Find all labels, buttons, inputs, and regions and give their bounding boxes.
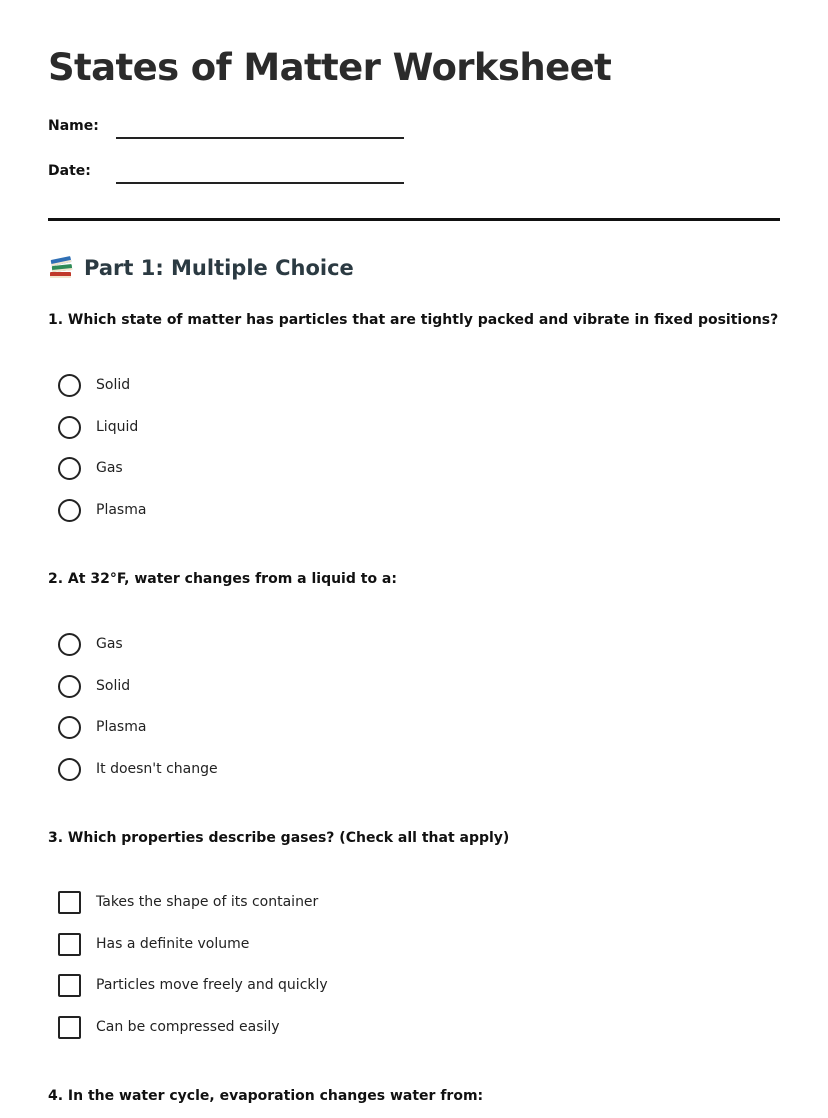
option-label: Takes the shape of its container [96, 894, 319, 910]
option-label: Can be compressed easily [96, 1019, 280, 1035]
option-label: Plasma [96, 719, 147, 735]
option-label: Solid [96, 377, 131, 393]
checkbox[interactable] [58, 974, 81, 997]
q1-option-solid[interactable] [58, 373, 130, 397]
date-input-line[interactable] [116, 182, 404, 184]
radio-button[interactable] [58, 758, 81, 781]
date-label: Date: [48, 163, 91, 179]
q1-option-plasma[interactable] [58, 498, 146, 522]
checkbox[interactable] [58, 933, 81, 956]
q3-option-volume[interactable] [58, 932, 249, 956]
q3-option-compressed[interactable] [58, 1015, 280, 1039]
header-divider [48, 218, 780, 221]
q2-option-no-change[interactable] [58, 757, 218, 781]
option-label: Solid [96, 678, 131, 694]
section-title-text: Part 1: Multiple Choice [84, 256, 354, 280]
name-input-line[interactable] [116, 137, 404, 139]
radio-button[interactable] [58, 499, 81, 522]
section-title [48, 256, 354, 280]
option-label: It doesn't change [96, 761, 218, 777]
option-label: Liquid [96, 419, 139, 435]
name-label: Name: [48, 118, 99, 134]
q2-option-solid[interactable] [58, 674, 130, 698]
checkbox[interactable] [58, 1016, 81, 1039]
radio-button[interactable] [58, 633, 81, 656]
radio-button[interactable] [58, 374, 81, 397]
books-icon [48, 256, 74, 280]
radio-button[interactable] [58, 675, 81, 698]
option-label: Plasma [96, 502, 147, 518]
checkbox[interactable] [58, 891, 81, 914]
q2-option-gas[interactable] [58, 632, 123, 656]
radio-button[interactable] [58, 716, 81, 739]
option-label: Gas [96, 636, 123, 652]
question-3: 3. Which properties describe gases? (Check all that apply) [48, 830, 510, 846]
question-2: 2. At 32°F, water changes from a liquid to a: [48, 571, 397, 587]
option-label: Particles move freely and quickly [96, 977, 328, 993]
q3-option-shape[interactable] [58, 890, 318, 914]
page-title: States of Matter Worksheet [48, 46, 612, 89]
q3-option-move-freely[interactable] [58, 973, 328, 997]
question-4: 4. In the water cycle, evaporation changes water from: [48, 1088, 484, 1104]
q1-option-liquid[interactable] [58, 415, 138, 439]
radio-button[interactable] [58, 457, 81, 480]
radio-button[interactable] [58, 416, 81, 439]
option-label: Has a definite volume [96, 936, 250, 952]
q1-option-gas[interactable] [58, 456, 123, 480]
question-1: 1. Which state of matter has particles that are tightly packed and vibrate in fixed positions? [48, 312, 779, 328]
q2-option-plasma[interactable] [58, 715, 146, 739]
option-label: Gas [96, 460, 123, 476]
